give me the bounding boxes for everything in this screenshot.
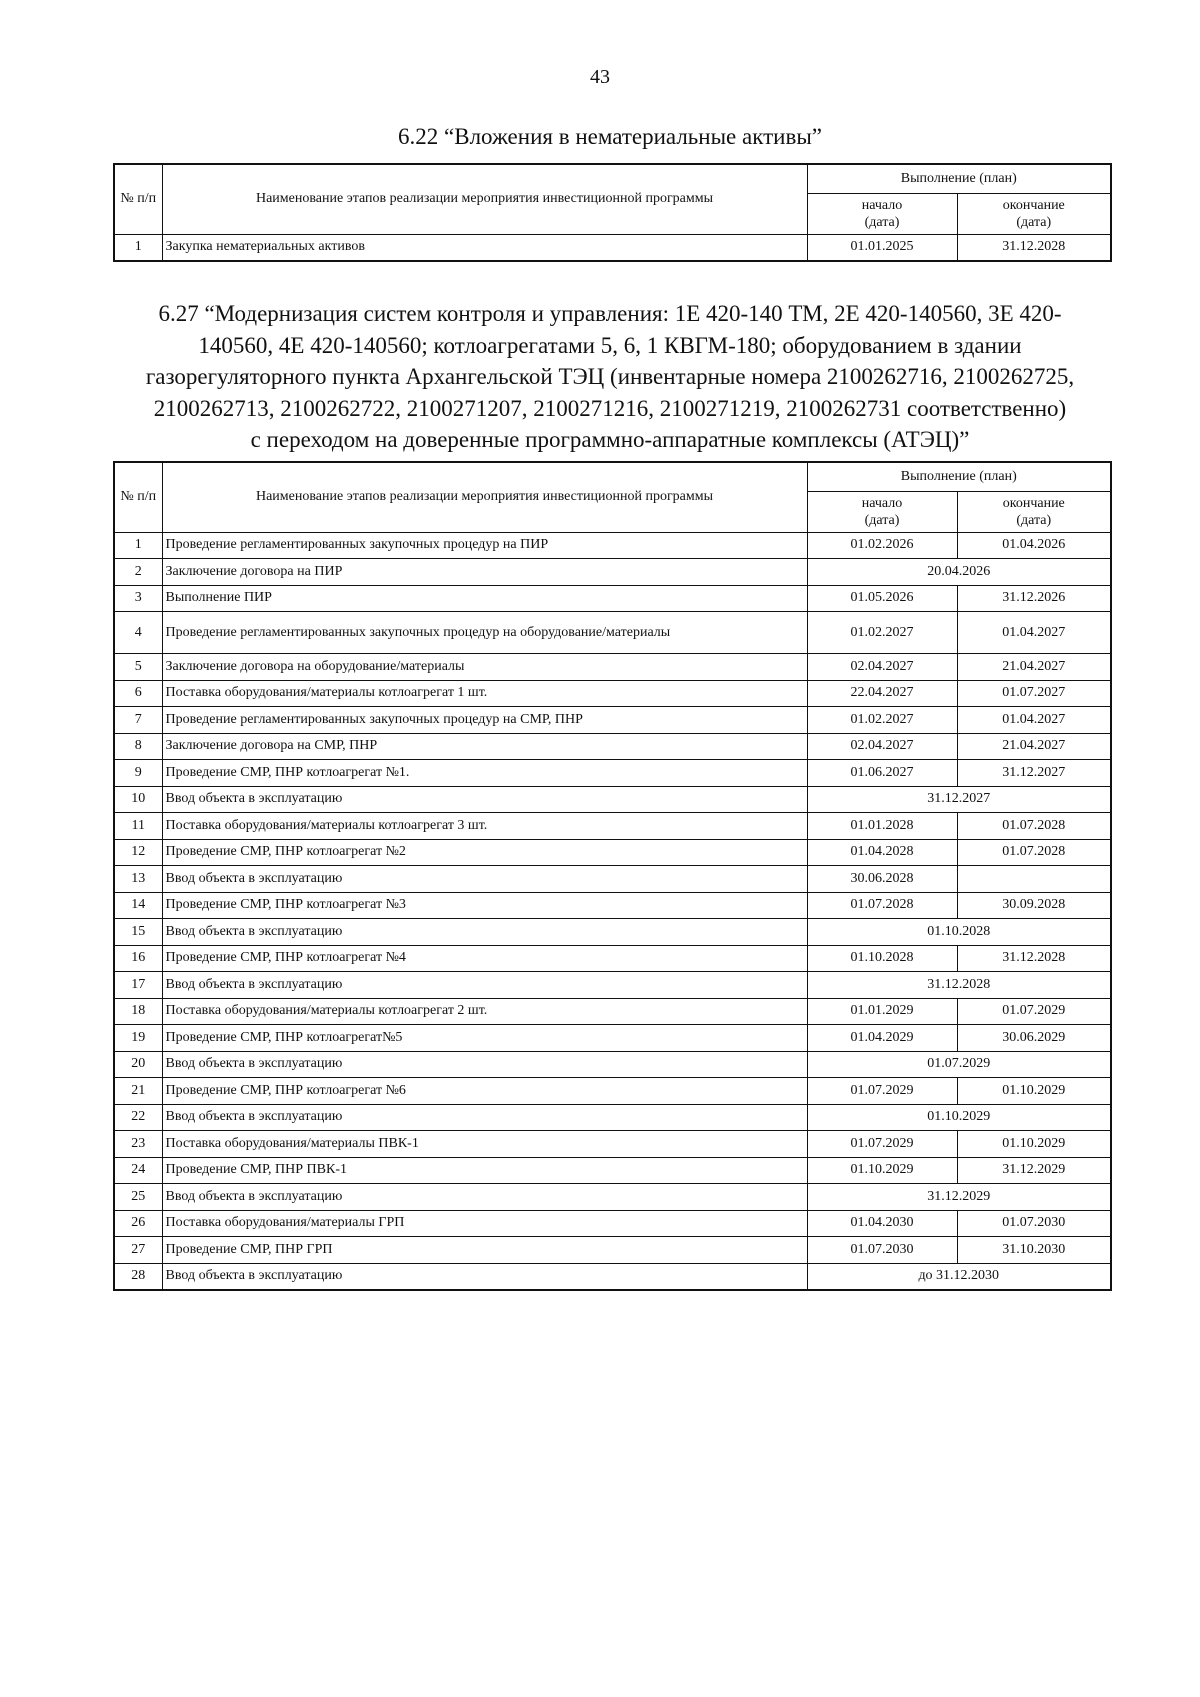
completion-date: 31.12.2029 — [807, 1184, 1111, 1211]
start-date: 01.02.2026 — [807, 532, 957, 559]
header-execution: Выполнение (план) — [807, 462, 1111, 491]
table-row — [114, 972, 1111, 999]
header-start: начало (дата) — [807, 491, 957, 532]
row-number: 20 — [114, 1051, 162, 1078]
table-row — [114, 839, 1111, 866]
stage-name: Поставка оборудования/материалы ПВК-1 — [162, 1131, 807, 1158]
row-number: 4 — [114, 612, 162, 654]
table-row — [114, 786, 1111, 813]
stage-name: Проведение СМР, ПНР котлоагрегат №6 — [162, 1078, 807, 1105]
stage-name: Ввод объекта в эксплуатацию — [162, 866, 807, 893]
table-row — [114, 892, 1111, 919]
table-row — [114, 707, 1111, 734]
table-row — [114, 1131, 1111, 1158]
row-number: 16 — [114, 945, 162, 972]
table-row — [114, 680, 1111, 707]
start-date: 01.07.2029 — [807, 1078, 957, 1105]
table-row — [114, 1078, 1111, 1105]
completion-date: 01.10.2029 — [807, 1104, 1111, 1131]
start-date: 01.10.2029 — [807, 1157, 957, 1184]
title-line: 2100262713, 2100262722, 2100271207, 2100271216, 2100271219, 2100262731 соответственно) — [153, 395, 1067, 421]
start-date: 02.04.2027 — [807, 654, 957, 681]
table-row — [114, 559, 1111, 586]
title-line: 140560, 4Е 420-140560; котлоагрегатами 5, 6, 1 КВГМ-180; оборудованием в здании — [198, 332, 1022, 358]
end-date: 31.10.2030 — [957, 1237, 1111, 1264]
end-date: 31.12.2026 — [957, 585, 1111, 612]
start-date: 01.04.2028 — [807, 839, 957, 866]
row-number: 13 — [114, 866, 162, 893]
start-date: 01.07.2028 — [807, 892, 957, 919]
row-number: 22 — [114, 1104, 162, 1131]
stage-name: Ввод объекта в эксплуатацию — [162, 786, 807, 813]
start-date: 01.10.2028 — [807, 945, 957, 972]
start-date: 01.01.2029 — [807, 998, 957, 1025]
stage-name: Ввод объекта в эксплуатацию — [162, 1263, 807, 1290]
end-date: 01.10.2029 — [957, 1131, 1111, 1158]
header-name: Наименование этапов реализации мероприятия инвестиционной программы — [162, 164, 807, 234]
end-date: 21.04.2027 — [957, 654, 1111, 681]
stage-name: Заключение договора на оборудование/материалы — [162, 654, 807, 681]
start-date: 01.04.2030 — [807, 1210, 957, 1237]
completion-date: до 31.12.2030 — [807, 1263, 1111, 1290]
end-date: 31.12.2028 — [957, 945, 1111, 972]
header-start: начало (дата) — [807, 193, 957, 234]
row-number: 9 — [114, 760, 162, 787]
end-date: 31.12.2027 — [957, 760, 1111, 787]
row-number: 1 — [114, 532, 162, 559]
row-number: 18 — [114, 998, 162, 1025]
row-number: 11 — [114, 813, 162, 840]
header-execution: Выполнение (план) — [807, 164, 1111, 193]
row-number: 26 — [114, 1210, 162, 1237]
end-date — [957, 866, 1111, 893]
end-date: 01.04.2026 — [957, 532, 1111, 559]
stage-name: Поставка оборудования/материалы котлоагрегат 1 шт. — [162, 680, 807, 707]
table-row — [114, 1237, 1111, 1264]
start-date: 01.02.2027 — [807, 707, 957, 734]
table-row — [114, 1210, 1111, 1237]
row-number: 19 — [114, 1025, 162, 1052]
row-number: 7 — [114, 707, 162, 734]
start-date: 30.06.2028 — [807, 866, 957, 893]
table-row — [114, 234, 1111, 261]
end-date: 01.07.2030 — [957, 1210, 1111, 1237]
row-number: 14 — [114, 892, 162, 919]
page-number: 43 — [590, 66, 610, 88]
end-date: 01.07.2027 — [957, 680, 1111, 707]
row-number: 27 — [114, 1237, 162, 1264]
stage-name: Проведение СМР, ПНР котлоагрегат №3 — [162, 892, 807, 919]
row-number: 23 — [114, 1131, 162, 1158]
end-date: 30.09.2028 — [957, 892, 1111, 919]
end-date: 01.10.2029 — [957, 1078, 1111, 1105]
start-date: 01.07.2030 — [807, 1237, 957, 1264]
end-date: 01.04.2027 — [957, 707, 1111, 734]
stage-name: Проведение СМР, ПНР котлоагрегат №2 — [162, 839, 807, 866]
end-date: 31.12.2028 — [957, 234, 1111, 261]
stage-name: Проведение СМР, ПНР ГРП — [162, 1237, 807, 1264]
table-row — [114, 733, 1111, 760]
section-6-27-title — [112, 298, 1108, 456]
completion-date: 20.04.2026 — [807, 559, 1111, 586]
row-number: 5 — [114, 654, 162, 681]
table-row — [114, 760, 1111, 787]
section-6-22-table — [113, 163, 1112, 262]
start-date: 01.06.2027 — [807, 760, 957, 787]
start-date: 01.01.2025 — [807, 234, 957, 261]
table-row — [114, 945, 1111, 972]
table-row — [114, 1025, 1111, 1052]
stage-name: Закупка нематериальных активов — [162, 234, 807, 261]
header-end: окончание (дата) — [957, 193, 1111, 234]
table-row — [114, 1157, 1111, 1184]
end-date: 01.07.2028 — [957, 813, 1111, 840]
table-row — [114, 532, 1111, 559]
title-line: 6.27 “Модернизация систем контроля и управления: 1Е 420-140 ТМ, 2Е 420-140560, 3Е 420- — [158, 301, 1062, 326]
stage-name: Поставка оборудования/материалы котлоагрегат 2 шт. — [162, 998, 807, 1025]
row-number: 2 — [114, 559, 162, 586]
start-date: 02.04.2027 — [807, 733, 957, 760]
stage-name: Проведение регламентированных закупочных процедур на СМР, ПНР — [162, 707, 807, 734]
title-line: с переходом на доверенные программно-аппаратные комплексы (АТЭЦ)” — [250, 427, 970, 452]
row-number: 6 — [114, 680, 162, 707]
end-date: 21.04.2027 — [957, 733, 1111, 760]
table-row — [114, 1184, 1111, 1211]
table-row — [114, 1051, 1111, 1078]
end-date: 30.06.2029 — [957, 1025, 1111, 1052]
header-num: № п/п — [114, 164, 162, 234]
completion-date: 31.12.2028 — [807, 972, 1111, 999]
table-row — [114, 585, 1111, 612]
row-number: 25 — [114, 1184, 162, 1211]
start-date: 01.02.2027 — [807, 612, 957, 654]
row-number: 15 — [114, 919, 162, 946]
start-date: 01.07.2029 — [807, 1131, 957, 1158]
row-number: 10 — [114, 786, 162, 813]
header-end: окончание (дата) — [957, 491, 1111, 532]
table-row — [114, 654, 1111, 681]
stage-name: Ввод объекта в эксплуатацию — [162, 1051, 807, 1078]
start-date: 01.04.2029 — [807, 1025, 957, 1052]
table-row — [114, 1263, 1111, 1290]
table-row — [114, 1104, 1111, 1131]
stage-name: Проведение СМР, ПНР ПВК-1 — [162, 1157, 807, 1184]
table-row — [114, 998, 1111, 1025]
row-number: 17 — [114, 972, 162, 999]
stage-name: Ввод объекта в эксплуатацию — [162, 919, 807, 946]
stage-name: Проведение регламентированных закупочных процедур на оборудование/материалы — [162, 612, 807, 654]
row-number: 12 — [114, 839, 162, 866]
row-number: 8 — [114, 733, 162, 760]
header-num: № п/п — [114, 462, 162, 532]
completion-date: 01.10.2028 — [807, 919, 1111, 946]
start-date: 22.04.2027 — [807, 680, 957, 707]
stage-name: Ввод объекта в эксплуатацию — [162, 1104, 807, 1131]
stage-name: Ввод объекта в эксплуатацию — [162, 1184, 807, 1211]
stage-name: Проведение СМР, ПНР котлоагрегат №4 — [162, 945, 807, 972]
header-name: Наименование этапов реализации мероприятия инвестиционной программы — [162, 462, 807, 532]
title-line: газорегуляторного пункта Архангельской ТЭЦ (инвентарные номера 2100262716, 2100262725, — [145, 364, 1075, 389]
end-date: 01.04.2027 — [957, 612, 1111, 654]
end-date: 01.07.2029 — [957, 998, 1111, 1025]
completion-date: 31.12.2027 — [807, 786, 1111, 813]
table-row — [114, 813, 1111, 840]
row-number: 1 — [114, 234, 162, 261]
row-number: 28 — [114, 1263, 162, 1290]
section-6-27-table — [113, 461, 1112, 1291]
section-6-22-title: 6.22 “Вложения в нематериальные активы” — [398, 124, 822, 149]
table-row — [114, 866, 1111, 893]
stage-name: Проведение СМР, ПНР котлоагрегат№5 — [162, 1025, 807, 1052]
stage-name: Выполнение ПИР — [162, 585, 807, 612]
row-number: 24 — [114, 1157, 162, 1184]
stage-name: Поставка оборудования/материалы котлоагрегат 3 шт. — [162, 813, 807, 840]
row-number: 3 — [114, 585, 162, 612]
table-row — [114, 612, 1111, 654]
start-date: 01.05.2026 — [807, 585, 957, 612]
stage-name: Поставка оборудования/материалы ГРП — [162, 1210, 807, 1237]
end-date: 01.07.2028 — [957, 839, 1111, 866]
end-date: 31.12.2029 — [957, 1157, 1111, 1184]
stage-name: Проведение СМР, ПНР котлоагрегат №1. — [162, 760, 807, 787]
row-number: 21 — [114, 1078, 162, 1105]
completion-date: 01.07.2029 — [807, 1051, 1111, 1078]
stage-name: Заключение договора на ПИР — [162, 559, 807, 586]
stage-name: Проведение регламентированных закупочных процедур на ПИР — [162, 532, 807, 559]
stage-name: Ввод объекта в эксплуатацию — [162, 972, 807, 999]
start-date: 01.01.2028 — [807, 813, 957, 840]
stage-name: Заключение договора на СМР, ПНР — [162, 733, 807, 760]
table-row — [114, 919, 1111, 946]
